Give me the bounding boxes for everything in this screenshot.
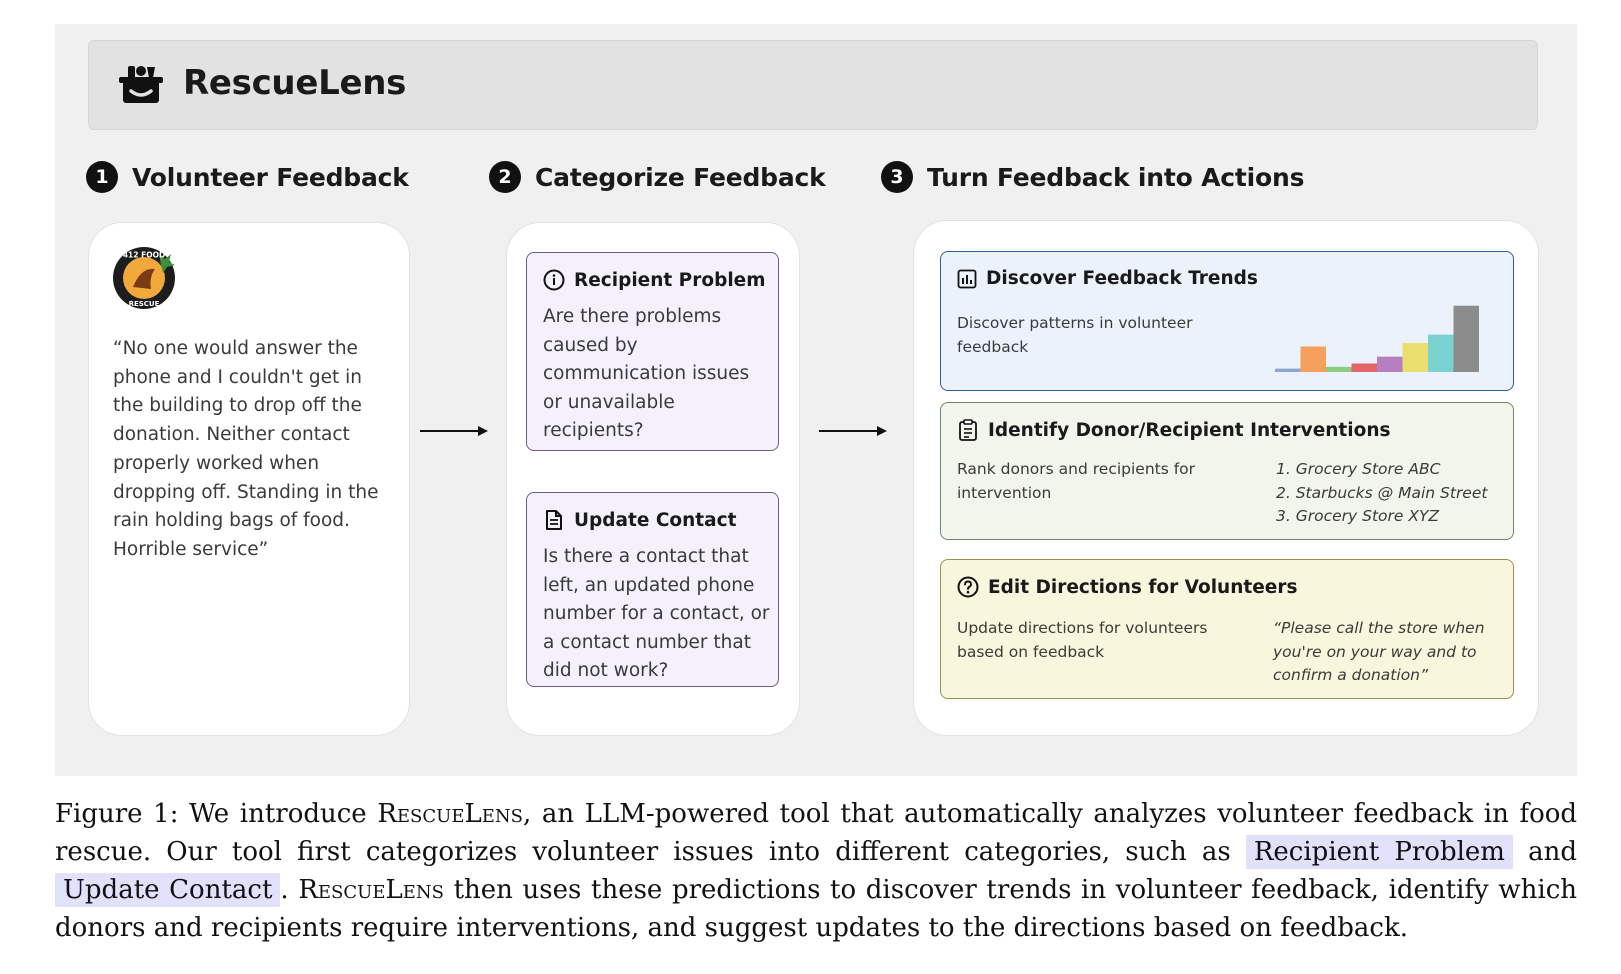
chart-bar-1 — [1275, 369, 1301, 372]
step-title-1: Volunteer Feedback — [132, 162, 409, 192]
caption-and: and — [1528, 837, 1577, 867]
action-discover-trends — [940, 251, 1514, 391]
chart-bar-7 — [1428, 335, 1454, 372]
action-title: Discover Feedback Trends — [986, 268, 1258, 289]
action-description: Discover patterns in volunteer feedback — [957, 314, 1193, 356]
logo-text-bottom: RESCUE — [128, 300, 160, 308]
category-update-contact — [526, 492, 779, 687]
categories-card — [506, 222, 800, 736]
category-description: Are there problems caused by communication issues or unavailable recipients? — [543, 306, 750, 441]
app-header — [88, 40, 1538, 130]
step-1-heading — [86, 161, 409, 193]
chart-bar-3 — [1326, 367, 1352, 372]
bar-chart-icon — [957, 269, 977, 289]
chart-bar-4 — [1352, 364, 1378, 373]
arrow-right-icon — [420, 424, 490, 438]
caption-label: Figure 1: — [55, 799, 179, 829]
chart-bar-6 — [1403, 343, 1429, 372]
figure-caption — [55, 795, 1577, 947]
action-identify-interventions — [940, 402, 1514, 540]
step-title-2: Categorize Feedback — [535, 162, 826, 192]
direction-example: “Please call the store when you're on your way and to confirm a donation” — [1273, 619, 1485, 684]
app-title: RescueLens — [183, 63, 407, 103]
action-title: Identify Donor/Recipient Interventions — [988, 419, 1391, 441]
caption-tool-name: RescueLens — [298, 875, 444, 905]
food-basket-icon — [119, 63, 163, 107]
category-recipient-problem — [526, 252, 779, 451]
ranking-item: 2. Starbucks @ Main Street — [1276, 483, 1488, 502]
food-rescue-logo — [111, 245, 177, 311]
caption-text: then uses these predictions to discover trends in volunteer feedback, identify which donors and recipients require interventions, and suggest updates to the directions based on feedback. — [55, 875, 1577, 943]
actions-card — [913, 220, 1539, 736]
category-title: Update Contact — [574, 509, 737, 531]
category-description: Is there a contact that left, an updated phone number for a contact, or a contact number that did not work? — [543, 546, 770, 681]
step-3-heading — [881, 161, 1304, 193]
ranking-list — [1276, 458, 1487, 529]
action-description: Update directions for volunteers based on feedback — [957, 619, 1208, 661]
caption-tag-recipient-problem: Recipient Problem — [1246, 835, 1513, 869]
action-title: Edit Directions for Volunteers — [988, 576, 1298, 598]
clipboard-icon — [957, 419, 979, 441]
step-title-3: Turn Feedback into Actions — [927, 162, 1305, 192]
logo-text-top: 412 FOOD — [122, 250, 166, 260]
caption-tag-update-contact: Update Contact — [55, 873, 280, 907]
feedback-quote: “No one would answer the phone and I couldn't get in the building to drop off the donation. Neither contact properly worked when dropping off. Standing in the rain holding bags of food. Horrible service” — [113, 338, 379, 560]
step-2-heading — [489, 161, 826, 193]
trend-bar-chart — [1275, 302, 1485, 372]
feedback-card — [88, 222, 410, 736]
caption-text: , an LLM-powered tool that automatically analyzes volunteer feedback in food rescue. Our tool first categorizes volunteer issues into different categories, such as — [55, 799, 1578, 867]
chart-bar-5 — [1377, 357, 1403, 372]
category-title: Recipient Problem — [574, 269, 766, 291]
ranking-item: 3. Grocery Store XYZ — [1276, 507, 1440, 525]
caption-tool-name: RescueLens — [377, 799, 523, 829]
chart-bar-2 — [1301, 347, 1327, 373]
question-circle-icon — [957, 576, 979, 598]
chart-bar-8 — [1454, 306, 1480, 372]
action-edit-directions — [940, 559, 1514, 699]
ranking-item: 1. Grocery Store ABC — [1276, 460, 1441, 478]
caption-intro: We introduce — [189, 799, 367, 829]
step-number-1: 1 — [86, 161, 118, 193]
caption-period: . — [280, 875, 289, 905]
info-icon — [543, 269, 565, 291]
arrow-right-icon — [819, 424, 889, 438]
step-number-2: 2 — [489, 161, 521, 193]
document-icon — [543, 509, 565, 531]
step-number-3: 3 — [881, 161, 913, 193]
action-description: Rank donors and recipients for intervention — [957, 460, 1196, 502]
figure-panel — [55, 24, 1577, 776]
